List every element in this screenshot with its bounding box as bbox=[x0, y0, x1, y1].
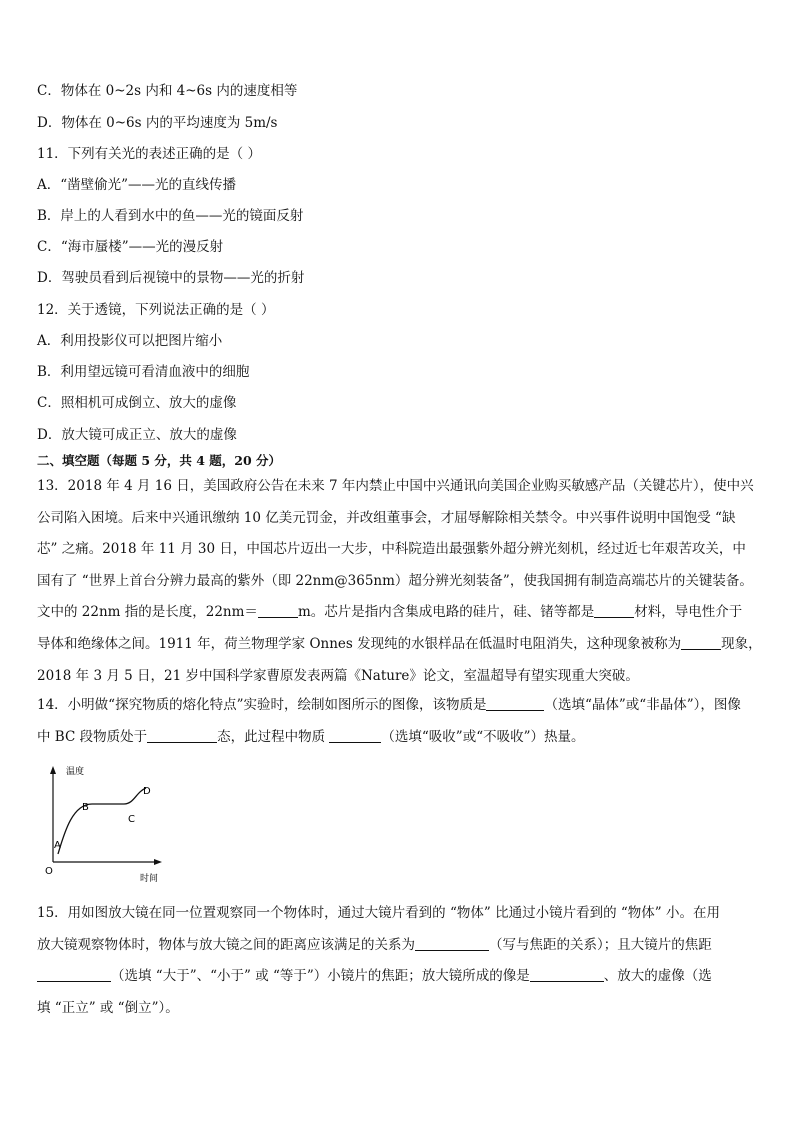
q13-line-5: 文中的 22nm 指的是长度，22nm＝ m。芯片是指内含集成电路的硅片，硅、锗等都是 材料，导电性介于 bbox=[37, 604, 743, 621]
point-b-label: B bbox=[82, 802, 89, 813]
q14-blank-1[interactable] bbox=[486, 696, 544, 711]
q12-stem: 12．关于透镜，下列说法正确的是（ ） bbox=[37, 302, 275, 318]
q12-option-a: A．利用投影仪可以把图片缩小 bbox=[37, 333, 223, 349]
melting-curve-graph bbox=[36, 762, 166, 890]
point-c-label: C bbox=[128, 814, 135, 825]
q10-option-d: D．物体在 0~6s 内的平均速度为 5m/s bbox=[37, 115, 278, 131]
q14-blank-3[interactable] bbox=[329, 728, 381, 743]
q15-blank-1[interactable] bbox=[415, 936, 489, 951]
q15-line-4: 填 “正立” 或 “倒立”）。 bbox=[37, 999, 179, 1016]
q13-blank-3[interactable] bbox=[681, 635, 721, 650]
q12-option-d: D．放大镜可成正立、放大的虚像 bbox=[37, 427, 237, 443]
x-axis-arrow bbox=[154, 859, 162, 865]
q13-line-6: 导体和绝缘体之间。1911 年，荷兰物理学家 Onnes 发现纯的水银样品在低温时电阻消失，这种现象被称为 现象， bbox=[37, 635, 762, 652]
q11-option-b: B．岸上的人看到水中的鱼——光的镜面反射 bbox=[37, 208, 304, 224]
y-axis-arrow bbox=[50, 766, 56, 774]
q15-blank-2[interactable] bbox=[37, 967, 111, 982]
q13-line-4: 国有了 “世界上首台分辨力最高的紫外（即 22nm@365nm）超分辨光刻装备”，使我国拥有制造高端芯片的关键装备。 bbox=[37, 572, 753, 589]
q14-line-2: 中 BC 段物质处于 态，此过程中物质 （选填“吸收”或“不吸收”）热量。 bbox=[37, 728, 585, 745]
q12-option-b: B．利用望远镜可看清血液中的细胞 bbox=[37, 364, 250, 380]
q11-option-d: D．驾驶员看到后视镜中的景物——光的折射 bbox=[37, 270, 305, 286]
point-d-label: D bbox=[143, 786, 151, 797]
point-a-label: A bbox=[54, 840, 61, 851]
q12-option-c: C．照相机可成倒立、放大的虚像 bbox=[37, 395, 237, 411]
q13-line-2: 公司陷入困境。后来中兴通讯缴纳 10 亿美元罚金，并改组董事会，才屈辱解除相关禁令。中兴事件说明中国饱受 “缺 bbox=[37, 509, 736, 526]
section-heading: 二、填空题（每题 5 分，共 4 题，20 分） bbox=[37, 453, 282, 468]
q13-line-1: 13．2018 年 4 月 16 日，美国政府公告在未来 7 年内禁止中国中兴通讯向美国企业购买敏感产品（关键芯片），使中兴 bbox=[37, 478, 754, 494]
q14-line-1: 14．小明做“探究物质的熔化特点”实验时，绘制如图所示的图像，该物质是 （选填“晶体”或“非晶体”），图像 bbox=[37, 697, 741, 713]
origin-label: O bbox=[45, 866, 53, 877]
x-axis-label: 时间 bbox=[140, 874, 159, 884]
q10-option-c: C．物体在 0~2s 内和 4~6s 内的速度相等 bbox=[37, 83, 298, 99]
q14-blank-2[interactable] bbox=[147, 728, 217, 743]
y-axis-label: 温度 bbox=[66, 767, 85, 777]
q13-line-7: 2018 年 3 月 5 日，21 岁中国科学家曹原发表两篇《Nature》论文，室温超导有望实现重大突破。 bbox=[37, 667, 639, 684]
q14-paragraph bbox=[37, 690, 759, 753]
q15-blank-3[interactable] bbox=[530, 967, 604, 982]
q11-option-c: C．“海市蜃楼”——光的漫反射 bbox=[37, 239, 224, 255]
q11-option-a: A．“凿壁偷光”——光的直线传播 bbox=[37, 177, 237, 193]
q11-stem: 11．下列有关光的表述正确的是（ ） bbox=[37, 146, 261, 162]
q13-line-3: 芯” 之痛。2018 年 11 月 30 日，中国芯片迈出一大步，中科院造出最强紫外超分辨光刻机，经过近七年艰苦攻关，中 bbox=[37, 541, 746, 558]
q13-blank-2[interactable] bbox=[594, 603, 634, 618]
q15-line-3: （选填 “大于”、“小于” 或 “等于”）小镜片的焦距；放大镜所成的像是 、放大的虚像（选 bbox=[37, 961, 759, 993]
q15-line-1: 15．用如图放大镜在同一位置观察同一个物体时，通过大镜片看到的 “物体” 比通过小镜片看到的 “物体” 小。在用 bbox=[37, 905, 720, 921]
q13-blank-1[interactable] bbox=[258, 603, 298, 618]
q15-paragraph bbox=[37, 898, 759, 1024]
q13-paragraph bbox=[37, 471, 762, 692]
q15-line-2: 放大镜观察物体时，物体与放大镜之间的距离应该满足的关系为 （写与焦距的关系）；且大镜片的焦距 bbox=[37, 936, 712, 953]
